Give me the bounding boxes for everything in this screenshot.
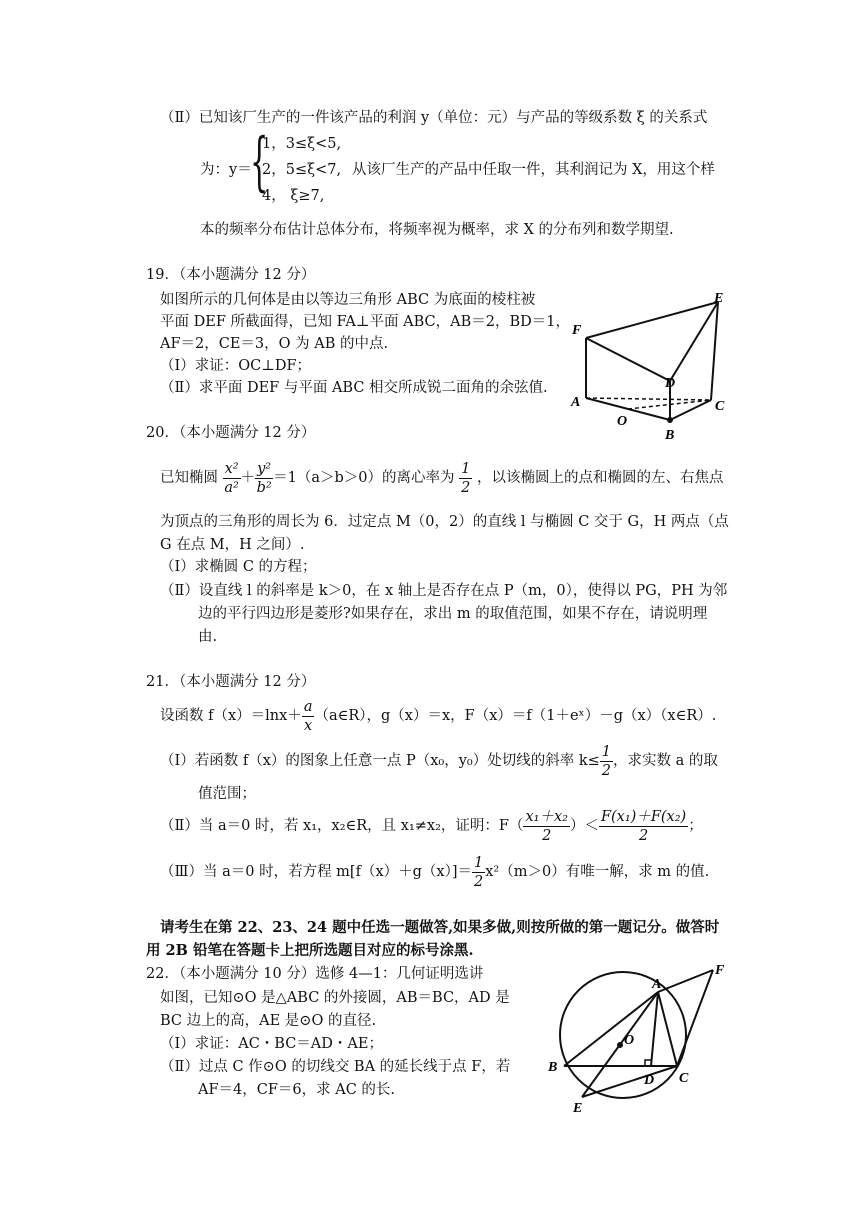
- q18-case-3: 4， ξ≥7,: [262, 188, 325, 204]
- q20-part2-b: 边的平行四边形是菱形?如果存在，求出 m 的取值范围，如果不存在，请说明理: [198, 606, 708, 622]
- q21-line1: 设函数 f（x）＝lnx＋ $\frac{a}{x}$ （a∈R），g（x）＝x，F（x）＝f（1＋eˣ）－g（x）（x∈R）.: [160, 698, 717, 734]
- q19-part1: （Ⅰ）求证：OC⊥DF；: [160, 358, 312, 374]
- q20-line1: 已知椭圆 $\frac{\text{x²}}{\text{a²}}$ ＋ $\frac{\text{y²}}{\text{b²}}$ ＝1（a＞b＞0）的离心率为 $\frac{1}{2}$ ，以该椭圆上的点和椭圆的左、右焦点: [160, 460, 724, 496]
- fig-label-C: C: [715, 399, 725, 414]
- q19-head: 19．（本小题满分 12 分）: [146, 267, 316, 283]
- frac-Fsum: $\frac{\text{F(x₁)＋F(x₂)}}{2}$: [600, 808, 687, 844]
- q20-part2-c: 由.: [198, 629, 218, 645]
- q22-line1: 如图，已知⊙O 是△ABC 的外接圆，AB＝BC，AD 是: [160, 990, 510, 1006]
- fig-label-O: O: [617, 414, 628, 429]
- fig-label-O: O: [624, 1033, 635, 1048]
- q20-part2-a: （Ⅱ）设直线 l 的斜率是 k＞0，在 x 轴上是否存在点 P（m，0），使得以 PG，PH 为邻: [160, 583, 728, 599]
- q22-circle-figure: [540, 960, 740, 1115]
- q20-line3: G 在点 M，H 之间）.: [160, 537, 305, 553]
- q18-case2-tail: 从该厂生产的产品中任取一件，其利润记为 X，用这个样: [352, 162, 715, 178]
- fig-label-F: F: [715, 963, 725, 978]
- fig-label-E: E: [573, 1101, 583, 1115]
- fig-label-D: D: [665, 376, 676, 391]
- q22-part1: （Ⅰ）求证：AC・BC＝AD・AE；: [160, 1036, 383, 1052]
- note-line1: 请考生在第 22、23、24 题中任选一题做答,如果多做,则按所做的第一题记分。做答时: [160, 919, 720, 936]
- frac-x1x2: $\frac{\text{x₁＋x₂}}{2}$: [525, 808, 568, 844]
- fig-label-F: F: [572, 323, 582, 338]
- q21-part1-a: （Ⅰ）若函数 f（x）的图象上任意一点 P（x₀，y₀）处切线的斜率 k≤ $\frac{1}{2}$ ，求实数 a 的取: [160, 743, 718, 779]
- q22-line2: BC 边上的高，AE 是⊙O 的直径.: [160, 1013, 377, 1029]
- q19-part2: （Ⅱ）求平面 DEF 与平面 ABC 相交所成锐二面角的余弦值.: [160, 380, 548, 396]
- frac-x2-a2: $\frac{\text{x²}}{\text{a²}}$: [224, 460, 239, 496]
- q21-head: 21．（本小题满分 12 分）: [146, 674, 316, 690]
- q21-part2: （Ⅱ）当 a＝0 时，若 x₁，x₂∈R，且 x₁≠x₂，证明：F（ $\frac{\text{x₁＋x₂}}{2}$ ）＜ $\frac{\text{F(x₁)＋F(x₂)}}{2}$ ；: [160, 808, 703, 844]
- q22-part2-a: （Ⅱ）过点 C 作⊙O 的切线交 BA 的延长线于点 F，若: [160, 1059, 511, 1075]
- note-line2: 用 2B 铅笔在答题卡上把所选题目对应的标号涂黑.: [146, 942, 474, 959]
- q20-part1: （Ⅰ）求椭圆 C 的方程；: [160, 559, 317, 575]
- q21-part1-c: 值范围；: [198, 786, 256, 802]
- q20-head: 20．（本小题满分 12 分）: [146, 425, 316, 441]
- q19-line3: AF＝2，CE＝3，O 为 AB 的中点.: [160, 336, 389, 352]
- fig-label-A: A: [571, 395, 581, 410]
- q18-case-1: 1，3≤ξ<5,: [262, 136, 342, 152]
- frac-a-x: $\frac{a}{x}$: [303, 698, 313, 734]
- q18-brace: {: [250, 125, 269, 199]
- fig-label-E: E: [714, 291, 724, 306]
- frac-half: $\frac{1}{2}$: [461, 460, 471, 496]
- q18-y-label: 为：y＝: [200, 162, 252, 178]
- fig-label-B: B: [548, 1060, 558, 1075]
- fig-label-A: A: [652, 977, 662, 992]
- fig-label-C: C: [679, 1071, 689, 1086]
- q19-line1: 如图所示的几何体是由以等边三角形 ABC 为底面的棱柱被: [160, 292, 536, 308]
- q19-prism-figure: [565, 288, 735, 448]
- frac-half-3: $\frac{1}{2}$: [474, 854, 484, 890]
- fig-label-B: B: [665, 428, 675, 443]
- q18-part2-line1: （Ⅱ）已知该厂生产的一件该产品的利润 y（单位：元）与产品的等级系数 ξ 的关系式: [160, 110, 708, 126]
- q18-part2-line3: 本的频率分布估计总体分布，将频率视为概率，求 X 的分布列和数学期望.: [200, 222, 674, 238]
- q22-part2-b: AF＝4，CF＝6，求 AC 的长.: [198, 1082, 396, 1098]
- q18-case-2: 2，5≤ξ<7,: [262, 162, 342, 178]
- fig-label-D: D: [644, 1073, 655, 1088]
- frac-y2-b2: $\frac{\text{y²}}{\text{b²}}$: [256, 460, 272, 496]
- q22-head: 22．（本小题满分 10 分）选修 4—1：几何证明选讲: [146, 966, 484, 982]
- q19-line2: 平面 DEF 所截面得，已知 FA⊥平面 ABC，AB＝2，BD＝1，: [160, 314, 570, 330]
- q20-line2: 为顶点的三角形的周长为 6．过定点 M（0，2）的直线 l 与椭圆 C 交于 G，H 两点（点: [160, 514, 729, 530]
- q21-part3: （Ⅲ）当 a＝0 时，若方程 m[f（x）＋g（x）]＝ $\frac{1}{2}$ x²（m＞0）有唯一解，求 m 的值.: [160, 854, 710, 890]
- frac-half-2: $\frac{1}{2}$: [601, 743, 612, 779]
